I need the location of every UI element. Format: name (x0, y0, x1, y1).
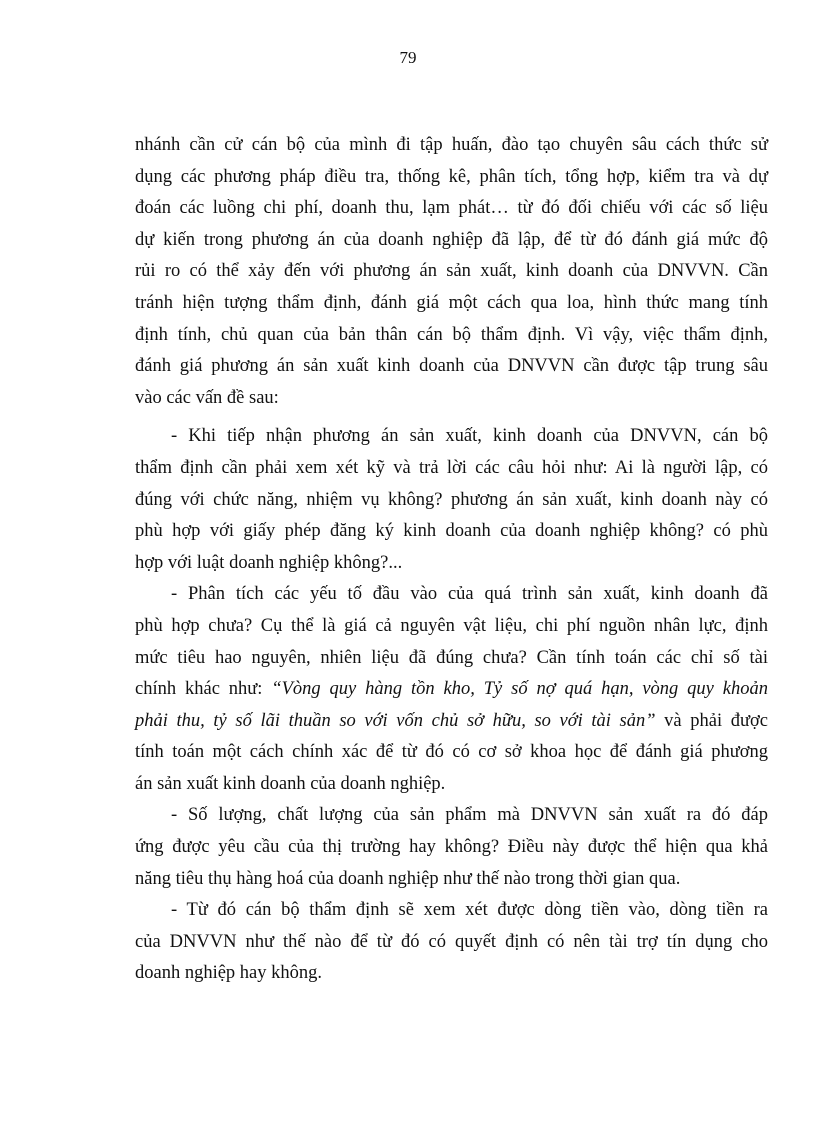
paragraph (135, 130, 768, 414)
text-line (135, 674, 768, 706)
text-fragment: chính khác như: (135, 679, 272, 700)
text-line: - Phân tích các yếu tố đầu vào của quá trình sản xuất, kinh doanh đã (171, 584, 768, 605)
text-line (135, 706, 768, 738)
paragraph (135, 895, 768, 990)
text-fragment: và phải được (655, 710, 768, 731)
text-line: đúng với chức năng, nhiệm vụ không? phương án sản xuất, kinh doanh này có (135, 489, 768, 510)
text-line: doanh nghiệp hay không. (135, 963, 323, 984)
text-line: án sản xuất kinh doanh của doanh nghiệp. (135, 773, 446, 794)
text-line: mức tiêu hao nguyên, nhiên liệu đã đúng chưa? Cần tính toán các chỉ số tài (135, 647, 768, 668)
text-line: định tính, chủ quan của bản thân cán bộ thẩm định. Vì vậy, việc thẩm định, (135, 324, 768, 345)
italic-quote: “Vòng quy hàng tồn kho, Tỷ số nợ quá hạn, vòng quy khoản (271, 679, 768, 700)
text-line: rủi ro có thể xảy đến với phương án sản xuất, kinh doanh của DNVVN. Cần (135, 261, 768, 282)
text-line: dự kiến trong phương án của doanh nghiệp đã lập, để từ đó đánh giá mức độ (135, 229, 768, 250)
paragraph (135, 421, 768, 579)
text-line: phù hợp chưa? Cụ thể là giá cả nguyên vật liệu, chi phí nguồn nhân lực, định (135, 615, 768, 636)
text-line: đoán các luồng chi phí, doanh thu, lạm phát… từ đó đối chiếu với các số liệu (135, 198, 768, 219)
text-line: nhánh cần cử cán bộ của mình đi tập huấn, đào tạo chuyên sâu cách thức sử (135, 135, 768, 155)
text-line: năng tiêu thụ hàng hoá của doanh nghiệp như thế nào trong thời gian qua. (135, 868, 681, 889)
text-line: vào các vấn đề sau: (135, 387, 279, 408)
text-line: ứng được yêu cầu của thị trường hay không? Điều này được thể hiện qua khả (135, 837, 768, 858)
paragraph (135, 800, 768, 895)
text-line: của DNVVN như thế nào để từ đó có quyết định có nên tài trợ tín dụng cho (135, 931, 768, 952)
text-line: - Khi tiếp nhận phương án sản xuất, kinh doanh của DNVVN, cán bộ (171, 426, 768, 447)
text-line: tránh hiện tượng thẩm định, đánh giá một cách qua loa, hình thức mang tính (135, 292, 768, 313)
document-body (135, 130, 768, 990)
text-line: dụng các phương pháp điều tra, thống kê, phân tích, tổng hợp, kiểm tra và dự (135, 166, 768, 187)
text-line: - Số lượng, chất lượng của sản phẩm mà DNVVN sản xuất ra đó đáp (171, 805, 768, 826)
paragraph (135, 579, 768, 800)
text-line: thẩm định cần phải xem xét kỹ và trả lời các câu hỏi như: Ai là người lập, có (135, 457, 768, 478)
text-line: tính toán một cách chính xác để từ đó có cơ sở khoa học để đánh giá phương (135, 742, 768, 763)
text-line: đánh giá phương án sản xuất kinh doanh của DNVVN cần được tập trung sâu (135, 356, 768, 377)
page-number: 79 (399, 48, 417, 67)
text-line: phù hợp với giấy phép đăng ký kinh doanh của doanh nghiệp không? có phù (135, 521, 768, 542)
text-line: - Từ đó cán bộ thẩm định sẽ xem xét được dòng tiền vào, dòng tiền ra (171, 900, 768, 921)
italic-quote: phải thu, tỷ số lãi thuần so với vốn chủ sở hữu, so với tài sản” (135, 710, 656, 731)
text-line: hợp với luật doanh nghiệp không?... (135, 552, 403, 573)
